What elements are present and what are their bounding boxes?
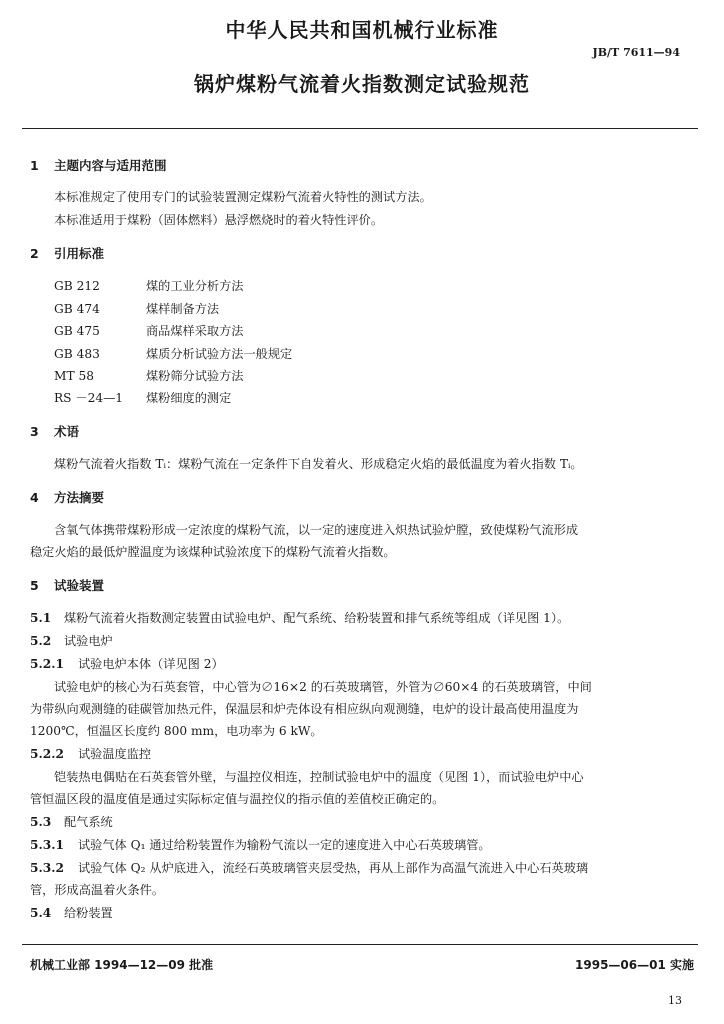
document-title: 锅炉煤粉气流着火指数测定试验规范 bbox=[194, 72, 530, 96]
reference-name: 商品煤样采取方法 bbox=[146, 324, 244, 338]
reference-code: GB 483 bbox=[54, 347, 100, 361]
clause-text: 给粉装置 bbox=[64, 906, 113, 920]
clause-5-2 bbox=[30, 632, 113, 649]
clause-number: 5.2 bbox=[30, 634, 52, 648]
section-number: 5 bbox=[30, 578, 39, 593]
clause-5-2-2 bbox=[30, 745, 151, 762]
clause-text: 试验气体 Q₂ 从炉底进入，流经石英玻璃管夹层受热，再从上部作为高温气流进入中心石英玻璃 bbox=[78, 861, 589, 875]
section-4-heading bbox=[30, 488, 104, 506]
reference-row bbox=[54, 345, 292, 362]
section-4-line-1: 含氧气体携带煤粉形成一定浓度的煤粉气流，以一定的速度进入炽热试验炉膛，致使煤粉气流形成 bbox=[54, 523, 579, 537]
section-5-heading bbox=[30, 576, 104, 594]
clause-5-4 bbox=[30, 904, 113, 921]
clause-number: 5.2.1 bbox=[30, 657, 64, 671]
clause-number: 5.3.1 bbox=[30, 838, 64, 852]
clause-number: 5.4 bbox=[30, 906, 52, 920]
reference-name: 煤粉细度的测定 bbox=[146, 391, 232, 405]
clause-5-2-1-line-1: 试验电炉的核心为石英套管，中心管为∅16×2 的石英玻璃管，外管为∅60×4 的石英玻璃管，中间 bbox=[54, 680, 592, 694]
approval-date: 机械工业部 1994—12—09 批准 bbox=[30, 958, 214, 972]
section-number: 3 bbox=[30, 424, 39, 439]
clause-text: 试验电炉 bbox=[64, 634, 113, 648]
clause-text: 试验气体 Q₁ 通过给粉装置作为输粉气流以一定的速度进入中心石英玻璃管。 bbox=[78, 838, 491, 852]
section-1-paragraph-1: 本标准规定了使用专门的试验装置测定煤粉气流着火特性的测试方法。 bbox=[54, 190, 432, 204]
clause-5-2-2-line-1: 铠装热电偶贴在石英套管外壁，与温控仪相连，控制试验电炉中的温度（见图 1），而试验电炉中心 bbox=[54, 770, 584, 784]
section-title: 主题内容与适用范围 bbox=[54, 158, 167, 173]
clause-number: 5.3 bbox=[30, 815, 52, 829]
clause-5-2-2-line-2: 管恒温区段的温度值是通过实际标定值与温控仪的指示值的差值校正确定的。 bbox=[30, 792, 445, 806]
section-1-paragraph-2: 本标准适用于煤粉（固体燃料）悬浮燃烧时的着火特性评价。 bbox=[54, 213, 384, 227]
reference-row bbox=[54, 277, 244, 294]
ministry-heading: 中华人民共和国机械行业标准 bbox=[225, 18, 499, 42]
clause-5-3 bbox=[30, 813, 113, 830]
section-number: 2 bbox=[30, 246, 39, 261]
reference-name: 煤的工业分析方法 bbox=[146, 279, 244, 293]
clause-number: 5.1 bbox=[30, 611, 52, 625]
reference-code: GB 475 bbox=[54, 324, 100, 338]
section-number: 1 bbox=[30, 158, 39, 173]
clause-5-1 bbox=[30, 609, 569, 626]
clause-5-2-1 bbox=[30, 655, 224, 672]
section-title: 引用标准 bbox=[54, 246, 105, 261]
section-1-heading bbox=[30, 156, 167, 174]
section-title: 方法摘要 bbox=[54, 490, 105, 505]
reference-row bbox=[54, 389, 231, 406]
reference-code: RS －24—1 bbox=[54, 391, 124, 405]
section-3-paragraph: 煤粉气流着火指数 Tᵢ：煤粉气流在一定条件下自发着火、形成稳定火焰的最低温度为着火指数 Tᵢ。 bbox=[54, 457, 583, 471]
reference-row bbox=[54, 300, 219, 317]
reference-name: 煤粉筛分试验方法 bbox=[146, 369, 244, 383]
section-title: 术语 bbox=[54, 424, 80, 439]
top-rule bbox=[22, 128, 698, 129]
clause-text: 煤粉气流着火指数测定装置由试验电炉、配气系统、给粉装置和排气系统等组成（详见图 1）。 bbox=[64, 611, 570, 625]
reference-code: GB 474 bbox=[54, 302, 100, 316]
clause-text: 试验电炉本体（详见图 2） bbox=[78, 657, 224, 671]
section-4-line-2: 稳定火焰的最低炉膛温度为该煤种试验浓度下的煤粉气流着火指数。 bbox=[30, 545, 396, 559]
reference-name: 煤质分析试验方法一般规定 bbox=[146, 347, 293, 361]
effective-date: 1995—06—01 实施 bbox=[575, 958, 694, 972]
section-3-heading bbox=[30, 422, 79, 440]
clause-5-3-2 bbox=[30, 859, 588, 876]
reference-code: MT 58 bbox=[54, 369, 94, 383]
reference-row bbox=[54, 322, 244, 339]
clause-text: 配气系统 bbox=[64, 815, 113, 829]
clause-5-2-1-line-2: 为带纵向观测缝的硅碳管加热元件，保温层和炉壳体设有相应纵向观测缝，电炉的设计最高使用温度为 bbox=[30, 702, 579, 716]
clause-number: 5.3.2 bbox=[30, 861, 64, 875]
clause-5-3-1 bbox=[30, 836, 491, 853]
page-number: 13 bbox=[668, 994, 682, 1007]
reference-code: GB 212 bbox=[54, 279, 100, 293]
section-title: 试验装置 bbox=[54, 578, 105, 593]
section-2-heading bbox=[30, 244, 104, 262]
reference-row bbox=[54, 367, 244, 384]
clause-5-2-1-line-3: 1200℃，恒温区长度约 800 mm，电功率为 6 kW。 bbox=[30, 724, 323, 738]
bottom-rule bbox=[22, 944, 698, 945]
standard-code: JB/T 7611—94 bbox=[592, 46, 680, 59]
section-number: 4 bbox=[30, 490, 39, 505]
clause-text: 试验温度监控 bbox=[78, 747, 152, 761]
clause-number: 5.2.2 bbox=[30, 747, 64, 761]
clause-5-3-2-line-2: 管，形成高温着火条件。 bbox=[30, 883, 165, 897]
reference-name: 煤样制备方法 bbox=[146, 302, 220, 316]
